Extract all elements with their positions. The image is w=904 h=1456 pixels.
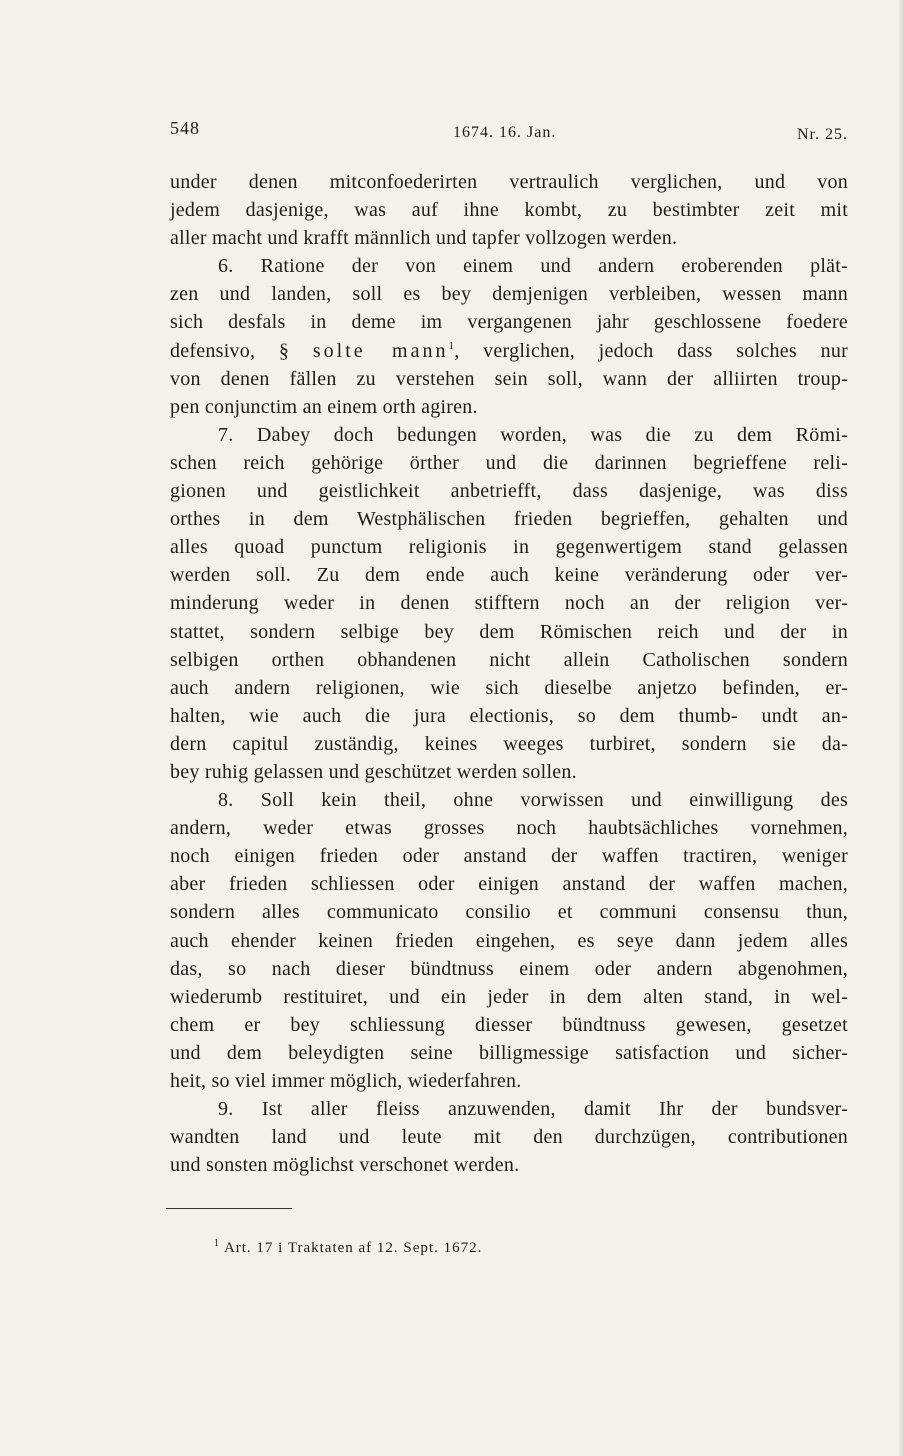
- text-line: halten, wie auch die jura electionis, so dem thumb- undt an-: [170, 704, 848, 727]
- text-line: dern capitul zuständig, keines weeges turbiret, sondern sie da-: [170, 732, 848, 755]
- paragraph-9-start: 9. Ist aller fleiss anzuwenden, damit Ihr der bundsver-: [218, 1098, 848, 1121]
- text-line: noch einigen frieden oder anstand der waffen tractiren, weniger: [170, 845, 848, 868]
- page-edge: [898, 0, 904, 1456]
- text-line: sich desfals in deme im vergangenen jahr geschlossene foedere: [170, 311, 848, 334]
- text-line: wandten land und leute mit den durchzügen, contributionen: [170, 1126, 848, 1149]
- text-line: sondern alles communicato consilio et communi consensu thun,: [170, 901, 848, 924]
- text-line: jedem dasjenige, was auf ihne kombt, zu bestimbter zeit mit: [170, 199, 848, 222]
- body-text: [170, 168, 848, 1179]
- text-line: aller macht und krafft männlich und tapfer vollzogen werden.: [170, 227, 678, 250]
- document-number: Nr. 25.: [797, 126, 848, 143]
- footnote-text: Art. 17 i Traktaten af 12. Sept. 1672.: [223, 1240, 483, 1256]
- header-date: 1674. 16. Jan.: [453, 124, 557, 141]
- text-line: stattet, sondern selbige bey dem Römischen reich und der in: [170, 620, 848, 643]
- text-line: auch andern religionen, wie sich dieselbe anjetzo befinden, er-: [170, 676, 848, 699]
- text-line: heit, so viel immer möglich, wiederfahren.: [170, 1070, 522, 1092]
- text-line: auch ehender keinen frieden eingehen, es seye dann jedem alles: [170, 929, 848, 952]
- text-segment: defensivo, §: [170, 339, 313, 362]
- text-line: schen reich gehörige örther und die darinnen begrieffene reli-: [170, 451, 848, 474]
- text-line-with-footnote: [170, 337, 848, 365]
- paragraph-7-start: 7. Dabey doch bedungen worden, was die zu dem Römi-: [218, 423, 848, 446]
- footnote: [214, 1240, 482, 1257]
- text-line: zen und landen, soll es bey demjenigen verbleiben, wessen mann: [170, 283, 848, 306]
- text-line: minderung weder in denen stifftern noch an der religion ver-: [170, 592, 848, 615]
- text-line: andern, weder etwas grosses noch haubtsächliches vornehmen,: [170, 817, 848, 840]
- footnote-marker: 1: [448, 339, 455, 352]
- text-line: alles quoad punctum religionis in gegenwertigem stand gelassen: [170, 536, 848, 559]
- text-segment: , verglichen, jedoch dass solches nur: [454, 339, 848, 362]
- text-line: aber frieden schliessen oder einigen anstand der waffen machen,: [170, 873, 848, 896]
- text-line: und dem beleydigten seine billigmessige satisfaction und sicher-: [170, 1041, 848, 1064]
- text-line: das, so nach dieser bündtnuss einem oder andern abgenohmen,: [170, 957, 848, 980]
- footnote-divider: [166, 1208, 292, 1209]
- text-line: selbigen orthen obhandenen nicht allein Catholischen sondern: [170, 648, 848, 671]
- text-line: wiederumb restituiret, und ein jeder in dem alten stand, in wel-: [170, 985, 848, 1008]
- text-line: bey ruhig gelassen und geschützet werden sollen.: [170, 760, 577, 783]
- spaced-text: solte mann: [312, 339, 449, 362]
- text-line: gionen und geistlichkeit anbetriefft, dass dasjenige, was diss: [170, 480, 848, 503]
- paragraph-8-start: 8. Soll kein theil, ohne vorwissen und einwilligung des: [218, 789, 848, 812]
- text-line: chem er bey schliessung diesser bündtnuss gewesen, gesetzet: [170, 1013, 848, 1036]
- paragraph-6-start: 6. Ratione der von einem und andern eroberenden plät-: [218, 255, 848, 278]
- footnote-number: 1: [214, 1238, 220, 1249]
- text-line: und sonsten möglichst verschonet werden.: [170, 1154, 520, 1177]
- running-header: [170, 118, 848, 148]
- page-number: 548: [170, 118, 200, 138]
- text-line: under denen mitconfoederirten vertraulich verglichen, und von: [170, 171, 848, 193]
- text-line: pen conjunctim an einem orth agiren.: [170, 395, 478, 418]
- text-line: werden soll. Zu dem ende auch keine veränderung oder ver-: [170, 564, 848, 587]
- text-line: orthes in dem Westphälischen frieden begrieffen, gehalten und: [170, 508, 848, 531]
- text-line: von denen fällen zu verstehen sein soll, wann der alliirten troup-: [170, 367, 848, 390]
